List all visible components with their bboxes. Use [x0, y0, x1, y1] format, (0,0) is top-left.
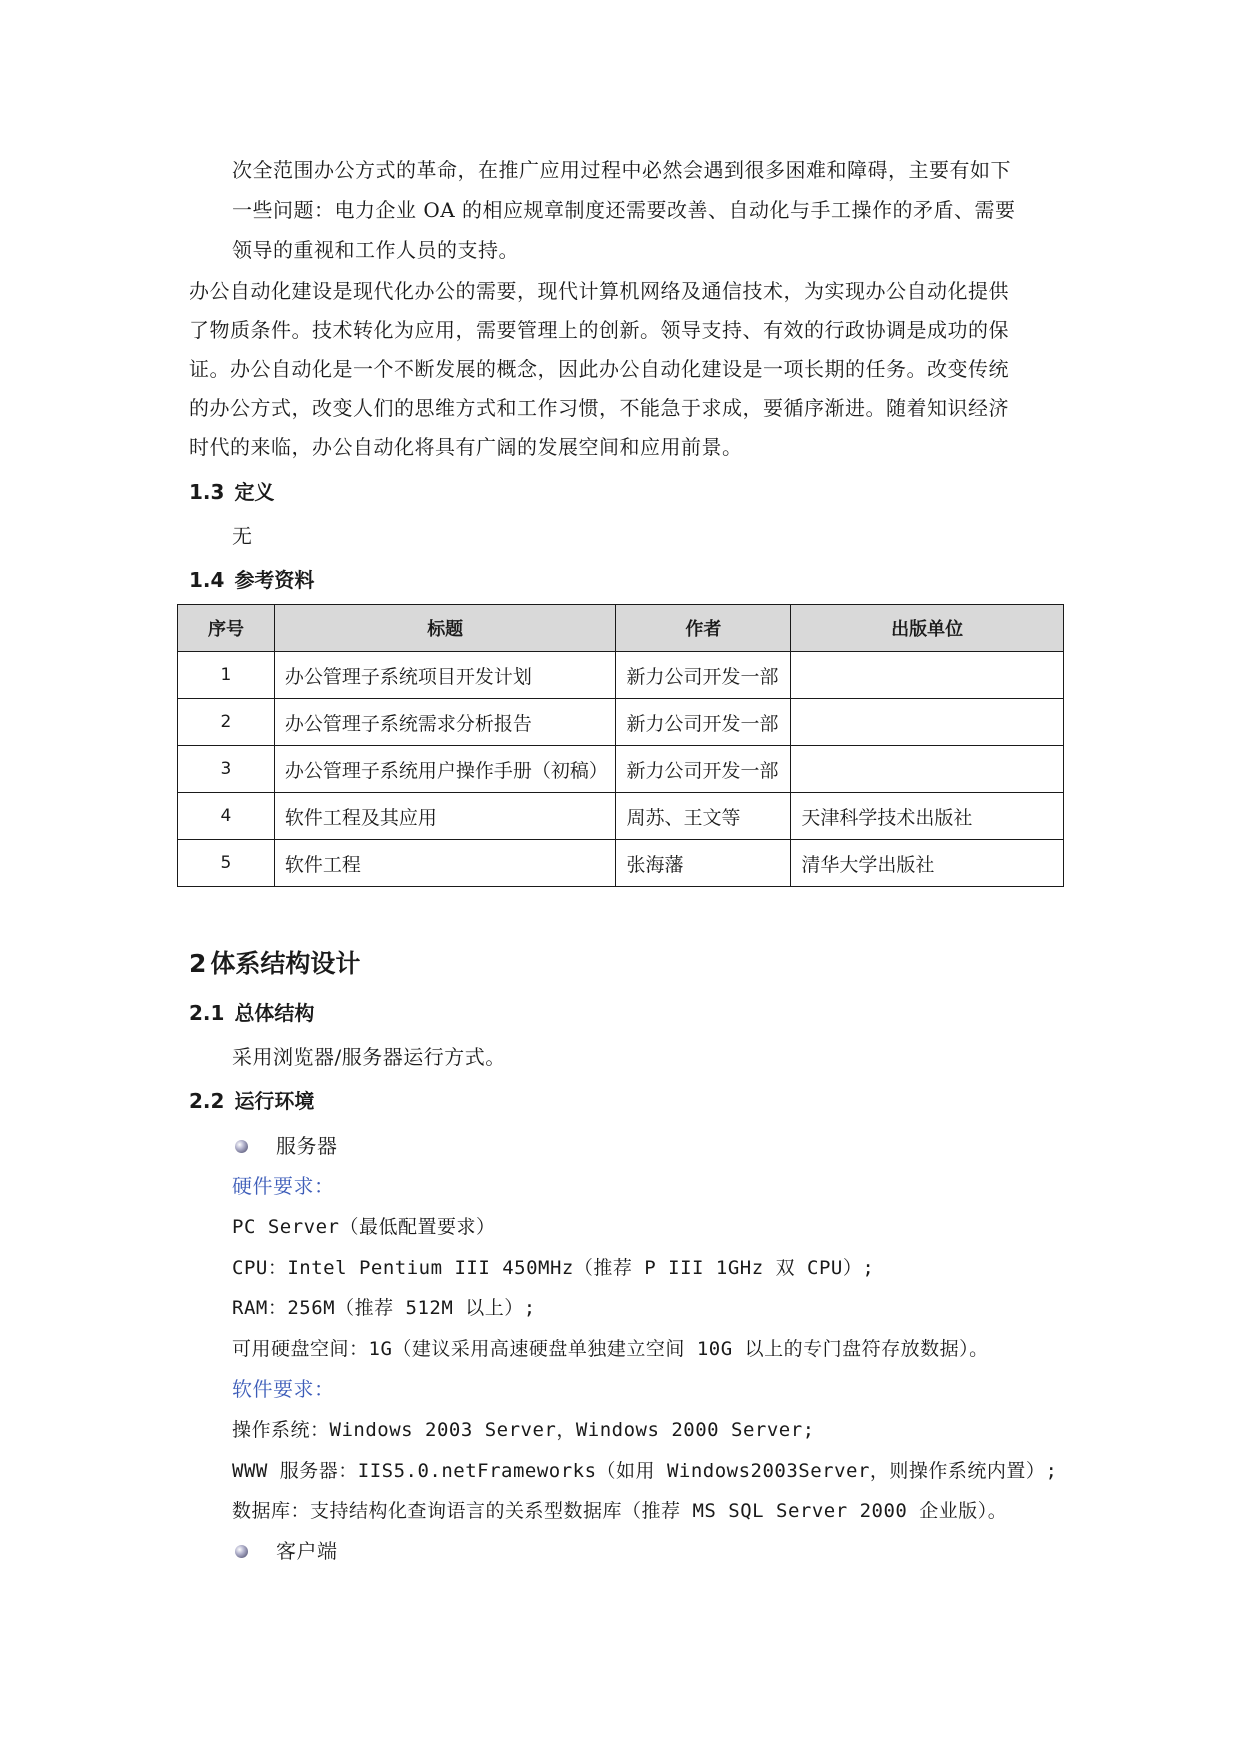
table-cell: 新力公司开发一部 [616, 699, 791, 746]
section-title: 定义 [234, 480, 275, 504]
section-title: 总体结构 [234, 1001, 315, 1025]
section-body: 采用浏览器/服务器运行方式。 [232, 1045, 506, 1069]
section-heading-2-1 [189, 1000, 314, 1026]
section-body: 无 [232, 524, 253, 548]
table-cell: 张海藩 [616, 840, 791, 887]
column-header: 出版单位 [791, 605, 1064, 652]
client-bullet-label: 客户端 [276, 1539, 338, 1563]
section-title: 参考资料 [234, 568, 315, 592]
intro-line: 次全范围办公方式的革命，在推广应用过程中必然会遇到很多困难和障碍，主要有如下 [232, 158, 1011, 182]
table-cell: 周苏、王文等 [616, 793, 791, 840]
bullet-icon [235, 1140, 248, 1153]
section-number: 2.1 [189, 1001, 225, 1025]
chapter-number: 2 [189, 949, 207, 978]
table-row [178, 840, 1064, 887]
column-header: 作者 [616, 605, 791, 652]
hardware-line: PC Server（最低配置要求） [232, 1216, 496, 1238]
section-number: 1.3 [189, 480, 225, 504]
table-cell: 软件工程 [274, 840, 616, 887]
hardware-label: 硬件要求： [232, 1174, 335, 1198]
section-heading-1-3 [189, 479, 274, 505]
section-number: 2.2 [189, 1089, 225, 1113]
reference-table [177, 604, 1064, 887]
table-cell: 办公管理子系统需求分析报告 [274, 699, 616, 746]
table-cell: 办公管理子系统项目开发计划 [274, 652, 616, 699]
section-heading-1-4 [189, 567, 314, 593]
table-cell: 2 [178, 699, 275, 746]
hardware-line: 可用硬盘空间：1G（建议采用高速硬盘单独建立空间 10G 以上的专门盘符存放数据）。 [232, 1338, 989, 1360]
conclusion-line: 办公自动化建设是现代化办公的需要，现代计算机网络及通信技术，为实现办公自动化提供 [189, 279, 1009, 303]
table-row [178, 652, 1064, 699]
conclusion-line: 的办公方式，改变人们的思维方式和工作习惯，不能急于求成，要循序渐进。随着知识经济 [189, 396, 1009, 420]
table-header-row [178, 605, 1064, 652]
table-cell: 天津科学技术出版社 [791, 793, 1064, 840]
column-header: 标题 [274, 605, 616, 652]
conclusion-line: 时代的来临，办公自动化将具有广阔的发展空间和应用前景。 [189, 435, 743, 459]
hardware-line: RAM：256M（推荐 512M 以上）; [232, 1297, 536, 1319]
hardware-line: CPU：Intel Pentium III 450MHz（推荐 P III 1GHz 双 CPU）; [232, 1257, 875, 1279]
software-line: WWW 服务器：IIS5.0.netFrameworks（如用 Windows2003Server，则操作系统内置）; [232, 1460, 1058, 1482]
table-cell: 办公管理子系统用户操作手册（初稿） [274, 746, 616, 793]
table-cell: 3 [178, 746, 275, 793]
table-cell [791, 652, 1064, 699]
server-bullet-label: 服务器 [276, 1134, 338, 1158]
conclusion-line: 了物质条件。技术转化为应用，需要管理上的创新。领导支持、有效的行政协调是成功的保 [189, 318, 1009, 342]
table-cell: 5 [178, 840, 275, 887]
bullet-icon [235, 1545, 248, 1558]
section-title: 运行环境 [234, 1089, 315, 1113]
table-cell: 清华大学出版社 [791, 840, 1064, 887]
table-row [178, 746, 1064, 793]
table-cell: 新力公司开发一部 [616, 652, 791, 699]
table-cell: 新力公司开发一部 [616, 746, 791, 793]
intro-line: 一些问题：电力企业 OA 的相应规章制度还需要改善、自动化与手工操作的矛盾、需要 [232, 198, 1016, 222]
table-row [178, 699, 1064, 746]
column-header: 序号 [178, 605, 275, 652]
software-line: 操作系统：Windows 2003 Server，Windows 2000 Server; [232, 1419, 815, 1441]
section-number: 1.4 [189, 568, 225, 592]
chapter-title: 体系结构设计 [210, 949, 361, 978]
conclusion-line: 证。办公自动化是一个不断发展的概念，因此办公自动化建设是一项长期的任务。改变传统 [189, 357, 1009, 381]
software-line: 数据库：支持结构化查询语言的关系型数据库（推荐 MS SQL Server 2000 企业版）。 [232, 1500, 1008, 1522]
software-label: 软件要求： [232, 1377, 335, 1401]
table-row [178, 793, 1064, 840]
table-cell: 1 [178, 652, 275, 699]
chapter-heading-2 [189, 948, 360, 980]
table-cell: 4 [178, 793, 275, 840]
table-cell: 软件工程及其应用 [274, 793, 616, 840]
table-cell [791, 699, 1064, 746]
table-cell [791, 746, 1064, 793]
section-heading-2-2 [189, 1088, 314, 1114]
intro-line: 领导的重视和工作人员的支持。 [232, 238, 519, 262]
